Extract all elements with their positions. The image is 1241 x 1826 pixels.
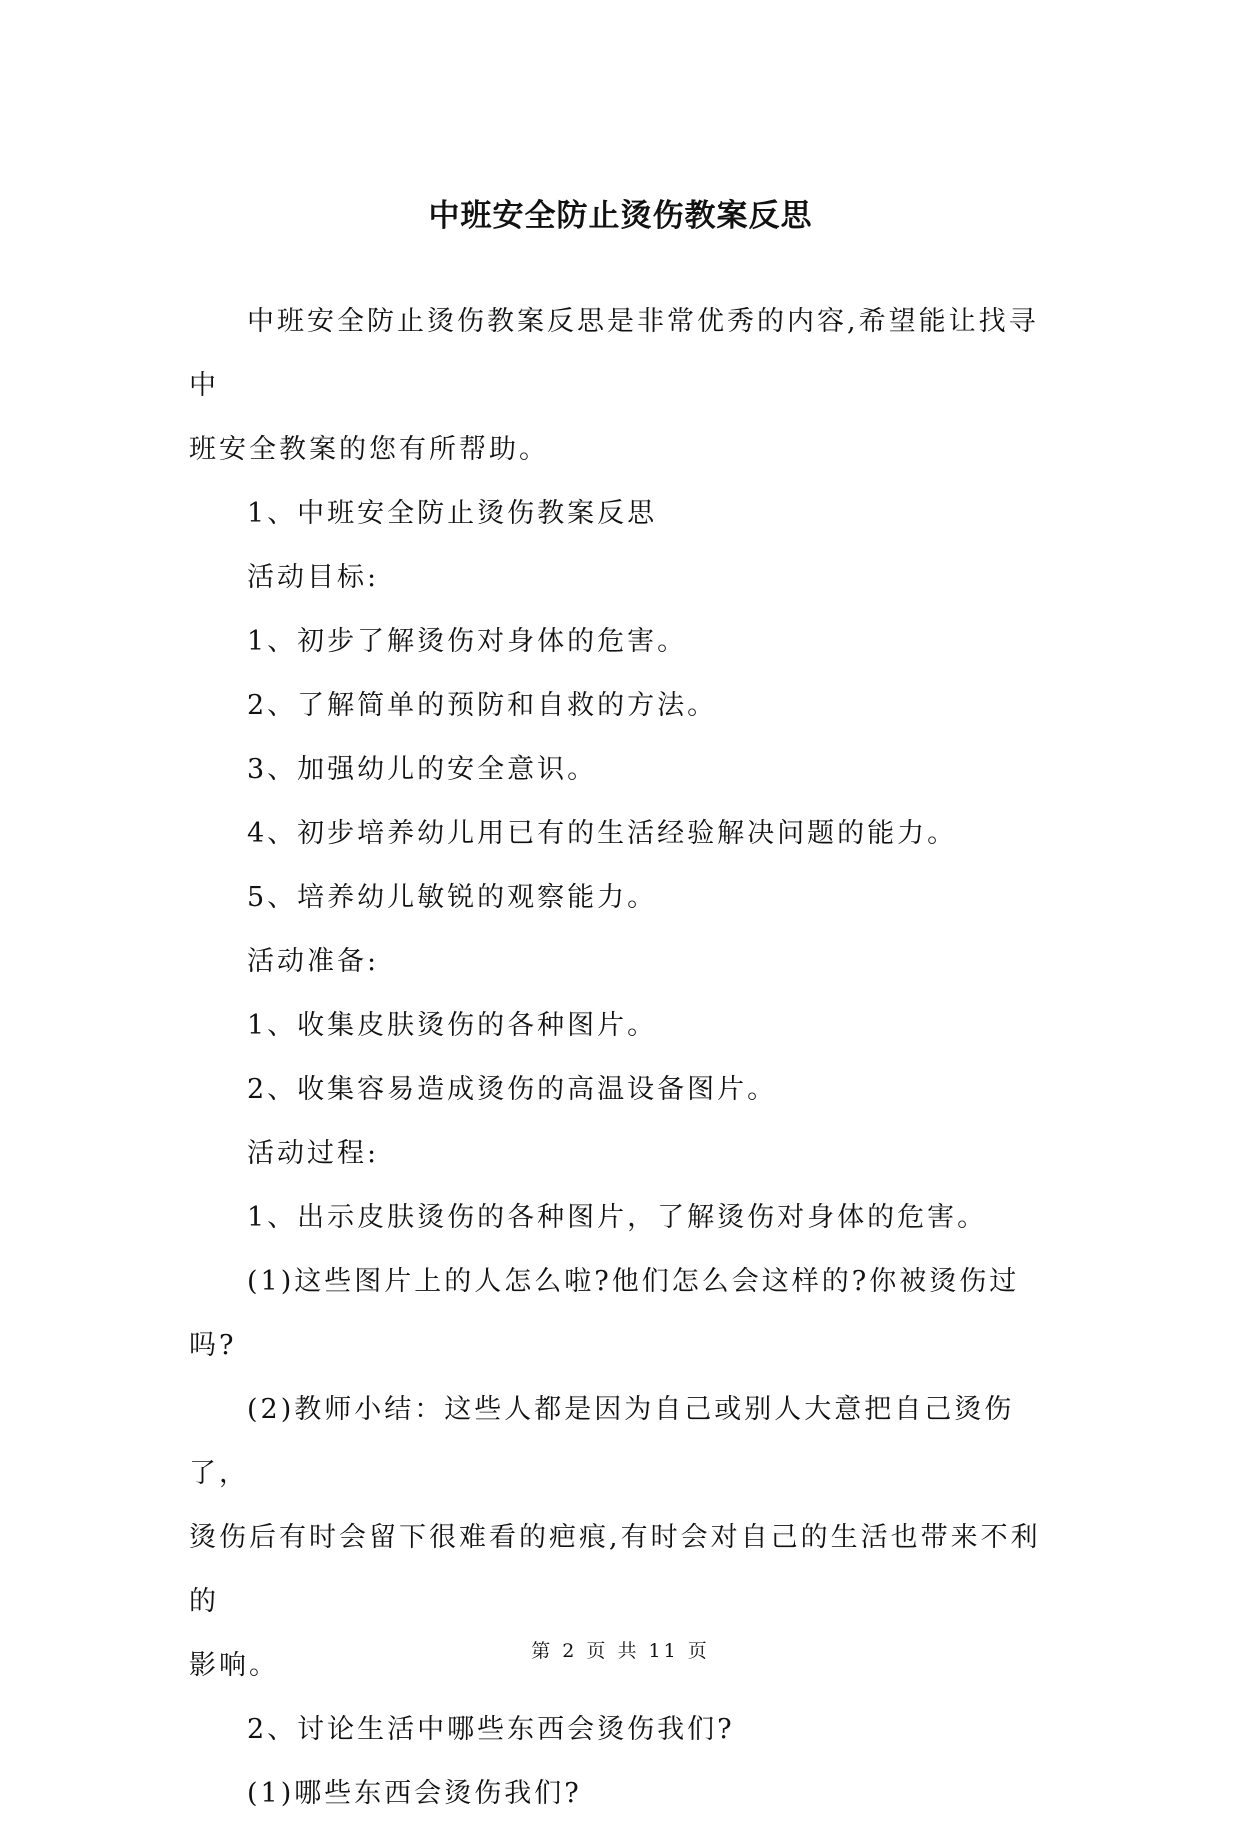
page-title: 中班安全防止烫伤教案反思 — [428, 198, 813, 234]
goals-heading: 活动目标: — [247, 562, 380, 593]
preparation-item: 1、收集皮肤烫伤的各种图片。 — [247, 1010, 658, 1041]
goal-item: 3、加强幼儿的安全意识。 — [247, 754, 598, 785]
page-number: 第 2 页 共 11 页 — [531, 1640, 710, 1662]
process-step: 2、讨论生活中哪些东西会烫伤我们? — [247, 1714, 735, 1745]
goal-item: 1、初步了解烫伤对身体的危害。 — [247, 626, 688, 657]
summary-line-2: 烫伤后有时会留下很难看的疤痕,有时会对自己的生活也带来不利的 — [189, 1522, 1041, 1617]
summary-line-3: 影响。 — [189, 1650, 279, 1681]
section-heading: 1、中班安全防止烫伤教案反思 — [247, 498, 658, 529]
goal-item: 2、了解简单的预防和自救的方法。 — [247, 690, 718, 721]
preparation-item: 2、收集容易造成烫伤的高温设备图片。 — [247, 1074, 778, 1105]
intro-line-2: 班安全教案的您有所帮助。 — [189, 434, 549, 465]
preparation-heading: 活动准备: — [247, 946, 380, 977]
goal-item: 4、初步培养幼儿用已有的生活经验解决问题的能力。 — [247, 818, 958, 849]
process-question: (1)这些图片上的人怎么啦?他们怎么会这样的?你被烫伤过吗? — [189, 1266, 1020, 1361]
document-body — [189, 290, 1051, 1826]
summary-line-1: (2)教师小结：这些人都是因为自己或别人大意把自己烫伤了， — [189, 1394, 1015, 1489]
process-heading: 活动过程: — [247, 1138, 380, 1169]
process-step: 1、出示皮肤烫伤的各种图片，了解烫伤对身体的危害。 — [247, 1202, 988, 1233]
intro-line-1: 中班安全防止烫伤教案反思是非常优秀的内容,希望能让找寻中 — [189, 306, 1039, 401]
process-question: (1)哪些东西会烫伤我们? — [247, 1778, 582, 1809]
goal-item: 5、培养幼儿敏锐的观察能力。 — [247, 882, 658, 913]
